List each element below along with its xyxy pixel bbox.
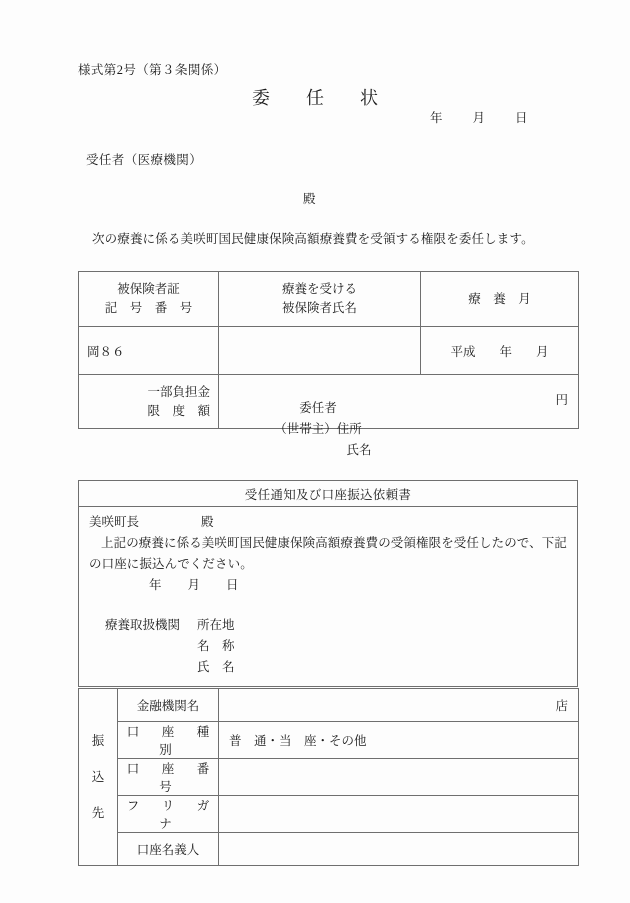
- era-label: 平成: [450, 344, 476, 359]
- table-row: [79, 722, 579, 759]
- value-patient-name[interactable]: [219, 327, 421, 375]
- header-patient-line1: 療養を受ける: [281, 282, 357, 296]
- date-year-label: 年: [430, 111, 443, 125]
- bank-row-label-account-holder: 口座名義人: [118, 833, 219, 866]
- header-treatment-month: 療 養 月: [421, 272, 579, 327]
- section2-day-label: 日: [226, 578, 239, 592]
- table-row: [79, 759, 579, 796]
- institution-heading: 療養取扱機関: [105, 618, 181, 632]
- consignor-block: [0, 398, 630, 461]
- value-treatment-month[interactable]: [421, 327, 579, 375]
- section2-body: [79, 507, 577, 686]
- consignor-address-label: （世帯主）住所: [274, 422, 362, 436]
- side-label-char-0: 振: [91, 734, 105, 748]
- acceptance-notice-box: [78, 480, 578, 687]
- section2-title: 受任通知及び口座振込依頼書: [79, 481, 577, 507]
- institution-name-row: [105, 636, 567, 657]
- table-row: [79, 272, 579, 327]
- header-patient-name: [219, 272, 421, 327]
- date-day-label: 日: [515, 111, 528, 125]
- institution-address-label: 所在地: [197, 618, 235, 632]
- page-title: 委 任 状: [252, 88, 387, 108]
- bank-row-value-account-number[interactable]: [219, 759, 579, 796]
- yen-unit: 円: [555, 392, 568, 407]
- recipient-label: 受任者（医療機関）: [86, 153, 203, 167]
- table-row: [79, 327, 579, 375]
- mayor-label: 美咲町長: [89, 515, 140, 529]
- form-number: 様式第2号（第３条関係）: [78, 63, 227, 77]
- recipient-dono: 殿: [303, 192, 316, 206]
- copayment-label-line1: 一部負担金: [147, 384, 210, 399]
- transfer-destination-side-label: [79, 689, 118, 866]
- side-label-char-1: 込: [91, 770, 105, 784]
- institution-person-label: 氏 名: [197, 660, 235, 674]
- consignor-name-label: 氏名: [346, 443, 372, 457]
- bank-row-value-furigana[interactable]: [219, 796, 579, 833]
- header-insured-card: [79, 272, 219, 327]
- mayor-dono: 殿: [201, 515, 214, 529]
- bank-row-label-account-number: 口 座 番 号: [118, 759, 219, 796]
- date-line-top: [430, 108, 528, 126]
- bank-row-value-financial-institution[interactable]: [219, 689, 579, 722]
- intro-sentence: 次の療養に係る美咲町国民健康保険高額療養費を受領する権限を委任します。: [92, 232, 534, 246]
- bank-row-label-furigana: フ リ ガ ナ: [118, 796, 219, 833]
- mayor-line: [89, 512, 567, 533]
- bank-row-label-financial-institution: 金融機関名: [118, 689, 219, 722]
- section2-paragraph: 上記の療養に係る美咲町国民健康保険高額療養費の受領権限を受任したので、下記の口座に振込んでください。: [89, 536, 567, 571]
- institution-address-row: [105, 615, 567, 636]
- date-month-label: 月: [472, 111, 486, 125]
- table-row: [79, 833, 579, 866]
- section2-year-label: 年: [149, 578, 162, 592]
- header-patient-line2: 被保険者氏名: [281, 301, 357, 315]
- table-row: [79, 796, 579, 833]
- month-year-label: 年: [499, 344, 512, 359]
- bank-row-value-account-holder[interactable]: [219, 833, 579, 866]
- section2-date-line: [89, 575, 567, 596]
- section2-month-label: 月: [187, 578, 201, 592]
- month-month-label: 月: [536, 344, 549, 359]
- side-label-char-2: 先: [91, 806, 105, 820]
- header-insured-card-line1: 被保険者証: [117, 282, 180, 296]
- bank-row-label-account-type: 口 座 種 別: [118, 722, 219, 759]
- institution-name-label: 名 称: [197, 639, 235, 653]
- institution-person-row: [105, 657, 567, 678]
- table-row: [79, 689, 579, 722]
- bank-transfer-table: [78, 688, 579, 866]
- institution-block: [89, 615, 567, 678]
- header-insured-card-line2: 記 号 番 号: [104, 301, 193, 315]
- consignor-label: 委任者: [299, 401, 337, 415]
- value-insured-card-number[interactable]: 岡８６: [79, 327, 219, 375]
- bank-row-value-account-type[interactable]: 普 通・当 座・その他: [219, 722, 579, 759]
- copayment-label-line2: 限 度 額: [147, 403, 210, 418]
- branch-suffix: 店: [555, 699, 568, 713]
